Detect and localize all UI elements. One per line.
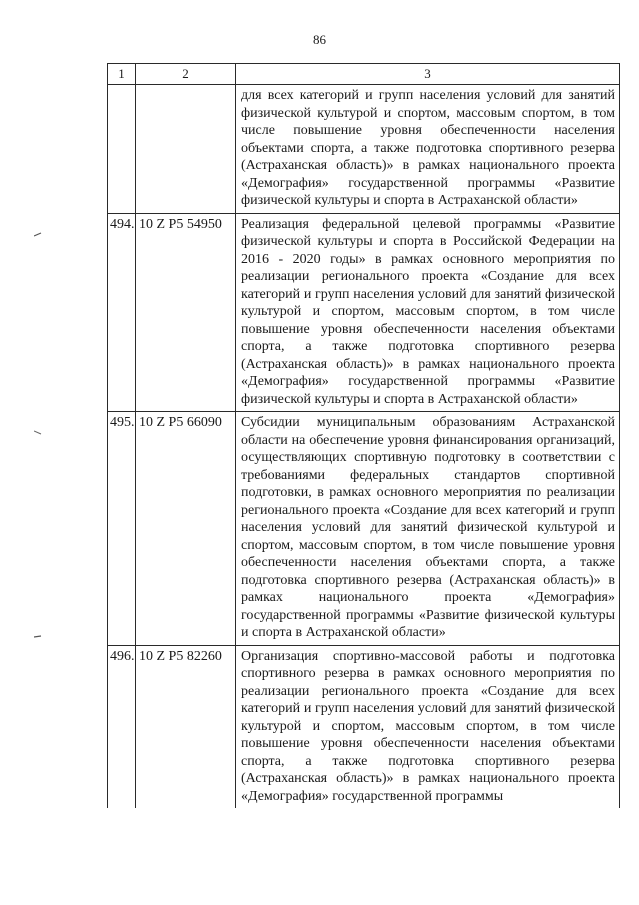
table-row <box>108 85 620 214</box>
column-header: 2 <box>136 64 236 85</box>
table-header-row <box>108 64 620 85</box>
scan-mark <box>34 232 42 237</box>
budget-code: 10 Z P5 54950 <box>136 213 236 412</box>
column-header: 3 <box>236 64 620 85</box>
scan-mark <box>34 634 42 639</box>
scan-mark <box>34 430 42 435</box>
table-row <box>108 645 620 808</box>
row-description: Субсидии муниципальным образованиям Астраханской области на обеспечение уровня финансирования организаций, осуществляющих спортивную подготовку в соответствии с требованиями федеральных стандартов спортивной подготовки, в рамках основного мероприятия по реализации регионального проекта «Создание для всех категорий и групп населения условий для занятий физической культурой и спортом, массовым спортом, в том числе повышение уровня обеспеченности населения объектами спорта, а также подготовка спортивного резерва (Астраханская область)» в рамках национального проекта «Демография» государственной программы «Развитие физической культуры и спорта в Астраханской области» <box>236 412 620 646</box>
row-description: Организация спортивно-массовой работы и подготовка спортивного резерва в рамках основного мероприятия по реализации регионального проекта «Создание для всех категорий и групп населения условий для занятий физической культурой и спортом, массовым спортом, в том числе повышение уровня обеспеченности населения объектами спорта, а также подготовка спортивного резерва (Астраханская область)» в рамках национального проекта «Демография» государственной программы <box>236 645 620 808</box>
row-number: 496. <box>108 645 136 808</box>
row-number: 494. <box>108 213 136 412</box>
budget-code: 10 Z P5 82260 <box>136 645 236 808</box>
budget-code: 10 Z P5 66090 <box>136 412 236 646</box>
column-header: 1 <box>108 64 136 85</box>
row-number <box>108 85 136 214</box>
page-number: 86 <box>313 32 326 47</box>
row-number: 495. <box>108 412 136 646</box>
row-description: для всех категорий и групп населения условий для занятий физической культурой и спортом, массовым спортом, в том числе повышение уровня обеспеченности населения объектами спорта, а также подготовка спортивного резерва (Астраханская область)» в рамках национального проекта «Демография» государственной программы «Развитие физической культуры и спорта в Астраханской области» <box>236 85 620 214</box>
row-description: Реализация федеральной целевой программы «Развитие физической культуры и спорта в Российской Федерации на 2016 - 2020 годы» в рамках основного мероприятия по реализации регионального проекта «Создание для всех категорий и групп населения условий для занятий физической культурой и спортом, массовым спортом, в том числе повышение уровня обеспеченности населения объектами спорта, а также подготовка спортивного резерва (Астраханская область)» в рамках национального проекта «Демография» государственной программы «Развитие физической культуры и спорта в Астраханской области» <box>236 213 620 412</box>
table-row <box>108 412 620 646</box>
budget-code <box>136 85 236 214</box>
budget-classification-table <box>107 63 620 808</box>
table-row <box>108 213 620 412</box>
